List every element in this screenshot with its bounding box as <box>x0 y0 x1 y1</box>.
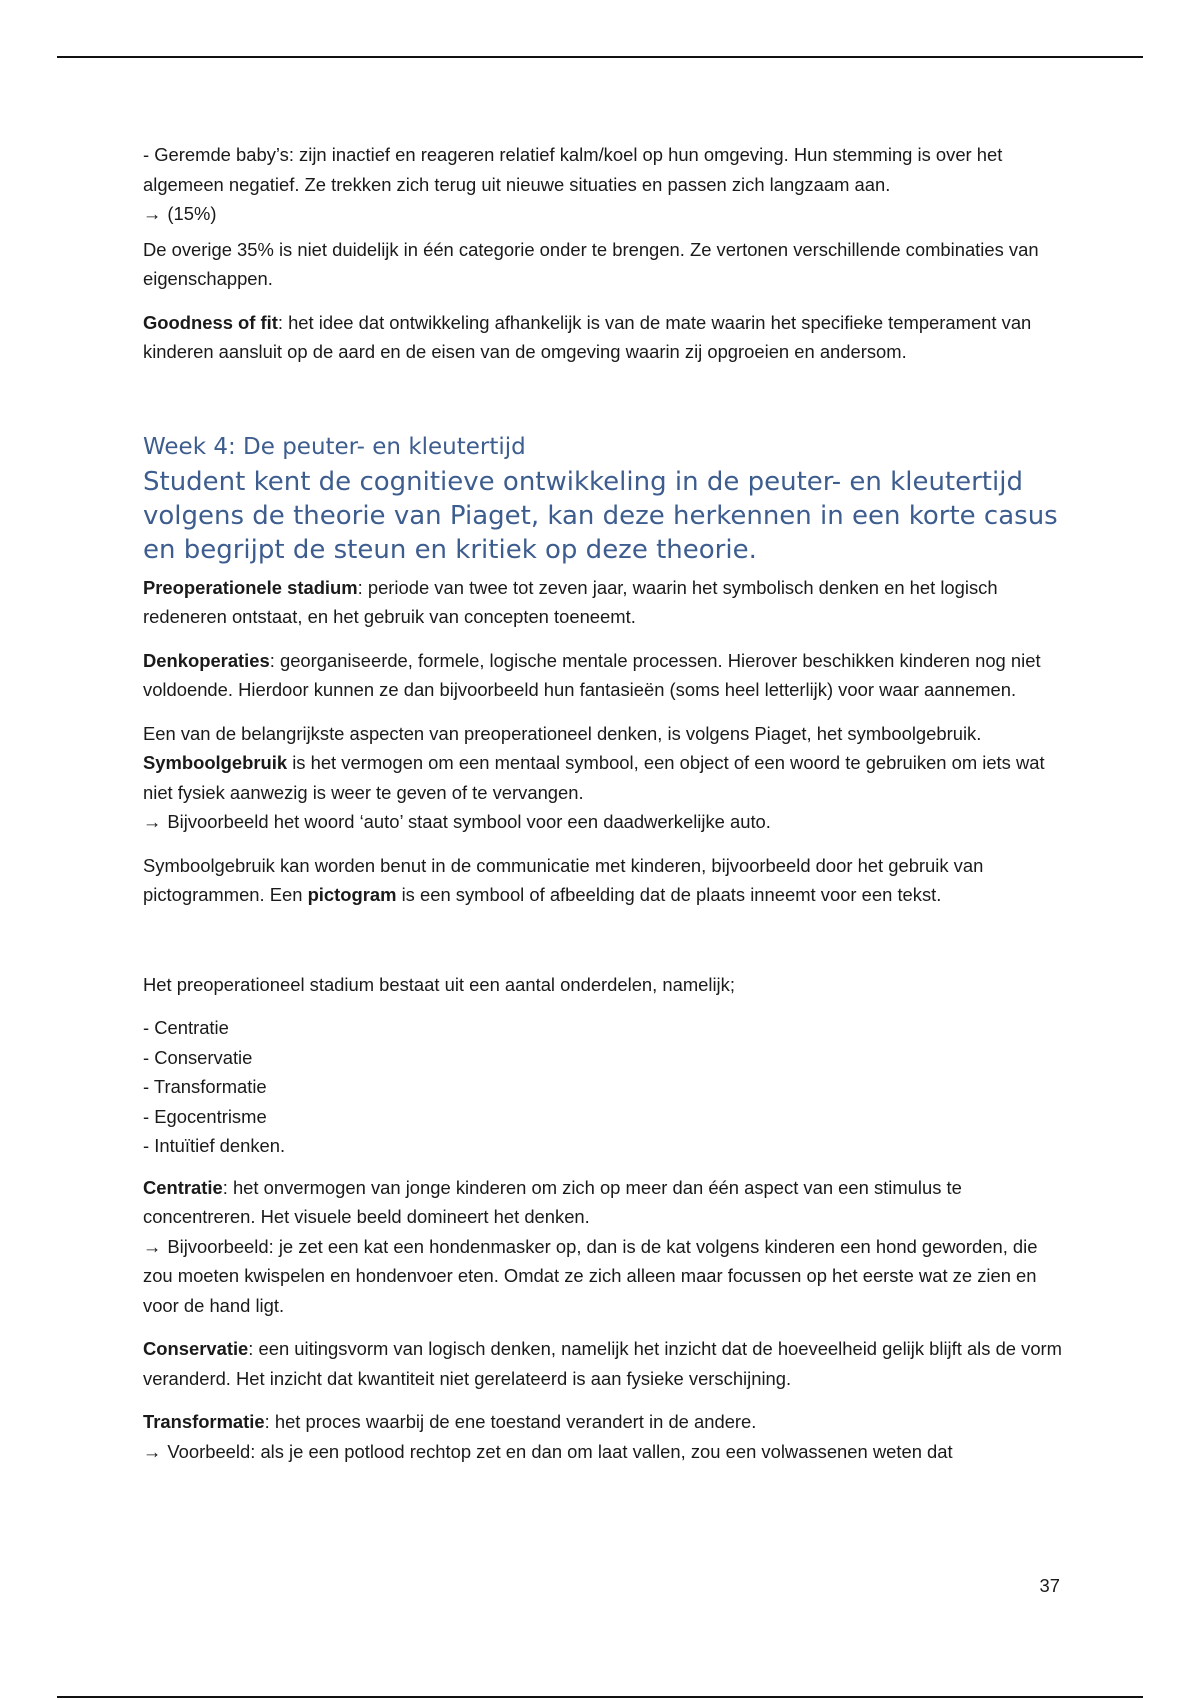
page-content <box>143 140 1063 1480</box>
learning-goal-heading: Student kent de cognitieve ontwikkeling in de peuter- en kleutertijd volgens de theorie van Piaget, kan deze herkennen in een korte casus en begrijpt de steun en kritiek op deze theorie. <box>143 466 1058 565</box>
paragraph-text: - Geremde baby’s: zijn inactief en reageren relatief kalm/koel op hun omgeving. Hun stemming is over het algemeen negatief. Ze trekken zich terug uit nieuwe situaties en passen zich langzaam aan. <box>143 144 1003 195</box>
term-preoperationele-stadium: Preoperationele stadium <box>143 576 358 598</box>
arrow-right-icon: → <box>143 203 162 224</box>
definition-text: : een uitingsvorm van logisch denken, namelijk het inzicht dat de hoeveelheid gelijk blijft als de vorm veranderd. Het inzicht dat kwantiteit niet gerelateerd is aan fysieke verschijning. <box>143 1338 1063 1389</box>
arrow-note: (15%) <box>167 203 217 224</box>
header-rule <box>57 56 1143 58</box>
blank-space <box>143 924 1063 970</box>
arrow-right-icon: → <box>143 1235 162 1257</box>
definition-text: is het vermogen om een mentaal symbool, een object of een woord te gebruiken om iets wat niet fysiek aanwezig is weer te geven of te vervangen. <box>143 752 1045 803</box>
paragraph-text: Een van de belangrijkste aspecten van preoperationeel denken, is volgens Piaget, het symboolgebruik. <box>143 722 982 744</box>
term-denkoperaties: Denkoperaties <box>143 649 270 671</box>
paragraph-preoperationele-stadium <box>143 573 1063 632</box>
paragraph-pictogram <box>143 851 1063 910</box>
page-number: 37 <box>1039 1575 1060 1596</box>
definition-text: : periode van twee tot zeven jaar, waarin het symbolisch denken en het logisch redeneren ontstaat, en het gebruik van concepten toeneemt. <box>143 576 998 627</box>
list-item: - Conservatie <box>143 1046 253 1068</box>
list-item: - Centratie <box>143 1017 229 1038</box>
term-pictogram: pictogram <box>307 884 397 905</box>
term-transformatie: Transformatie <box>143 1411 265 1432</box>
list-item: - Egocentrisme <box>143 1105 267 1127</box>
paragraph-text: Symboolgebruik kan worden benut in de communicatie met kinderen, bijvoorbeeld door het gebruik van pictogrammen. Een <box>143 854 984 905</box>
definition-text: is een symbool of afbeelding dat de plaats inneemt voor een tekst. <box>396 884 942 905</box>
list-item: - Transformatie <box>143 1076 267 1097</box>
definition-text: : het idee dat ontwikkeling afhankelijk is van de mate waarin het specifieke temperament van kinderen aansluit op de aard en de eisen van de omgeving waarin zij opgroeien en andersom. <box>143 311 1032 362</box>
paragraph-centratie <box>143 1173 1063 1321</box>
definition-text: : het onvermogen van jonge kinderen om zich op meer dan één aspect van een stimulus te concentreren. Het visuele beeld domineert het denken. <box>143 1176 962 1227</box>
stage-components-list <box>143 1013 1063 1161</box>
list-item: - Intuïtief denken. <box>143 1135 286 1156</box>
footer-rule <box>57 1696 1143 1698</box>
paragraph-overige: De overige 35% is niet duidelijk in één categorie onder te brengen. Ze vertonen verschillende combinaties van eigenschappen. <box>143 238 1039 289</box>
term-centratie: Centratie <box>143 1176 223 1198</box>
paragraph-conservatie <box>143 1334 1063 1393</box>
paragraph-symboolgebruik <box>143 719 1063 837</box>
term-symboolgebruik: Symboolgebruik <box>143 752 288 773</box>
paragraph-onderdelen-intro: Het preoperationeel stadium bestaat uit een aantal onderdelen, namelijk; <box>143 973 735 995</box>
arrow-note: Bijvoorbeeld het woord ‘auto’ staat symbool voor een daadwerkelijke auto. <box>167 811 771 832</box>
arrow-right-icon: → <box>143 811 162 832</box>
paragraph-transformatie <box>143 1407 1063 1466</box>
week-heading: Week 4: De peuter- en kleutertijd <box>143 433 526 460</box>
definition-text: : het proces waarbij de ene toestand verandert in de andere. <box>264 1411 757 1432</box>
term-conservatie: Conservatie <box>143 1338 249 1359</box>
paragraph-geremde-babys <box>143 140 1063 229</box>
paragraph-denkoperaties <box>143 646 1063 705</box>
arrow-right-icon: → <box>143 1440 162 1462</box>
arrow-note: Bijvoorbeeld: je zet een kat een hondenmasker op, dan is de kat volgens kinderen een hond geworden, die zou moeten kwispelen en hondenvoer eten. Omdat ze zich alleen maar focussen op het eerste wat ze zien en voor de hand ligt. <box>143 1235 1038 1316</box>
term-goodness-of-fit: Goodness of fit <box>143 311 278 333</box>
arrow-note: Voorbeeld: als je een potlood rechtop zet en dan om laat vallen, zou een volwassenen weten dat <box>167 1440 953 1462</box>
paragraph-goodness-of-fit <box>143 308 1063 367</box>
definition-text: : georganiseerde, formele, logische mentale processen. Hierover beschikken kinderen nog niet voldoende. Hierdoor kunnen ze dan bijvoorbeeld hun fantasieën (soms heel letterlijk) voor waar aannemen. <box>143 649 1041 700</box>
